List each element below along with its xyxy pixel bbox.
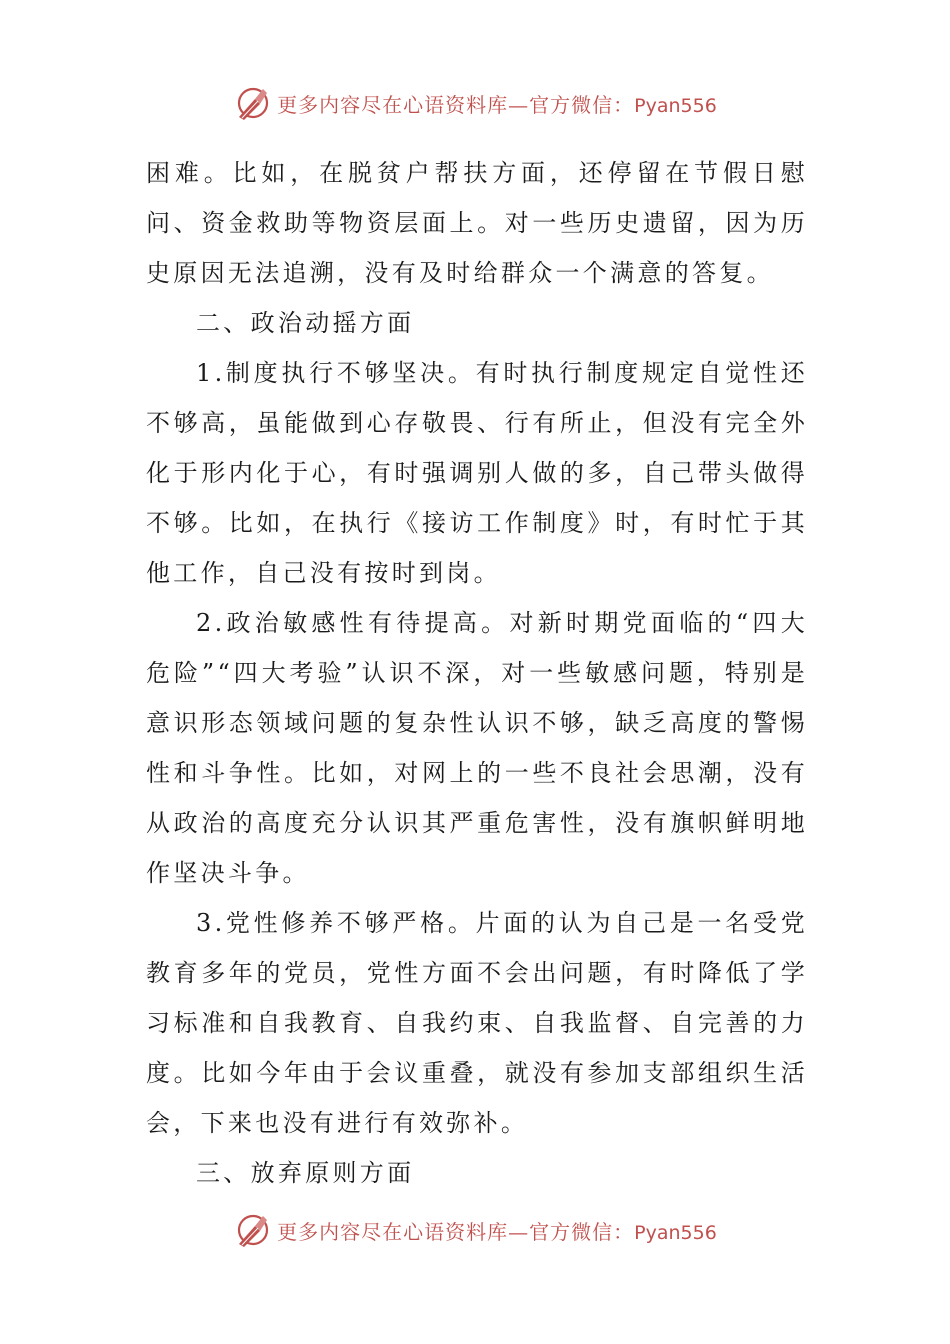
document-body	[146, 148, 808, 1198]
paragraph-item-2: 2.政治敏感性有待提高。对新时期党面临的“四大危险”“四大考验”认识不深，对一些敏感问题，特别是意识形态领域问题的复杂性认识不够，缺乏高度的警惕性和斗争性。比如，对网上的一些不良社会思潮，没有从政治的高度充分认识其严重危害性，没有旗帜鲜明地作坚决斗争。	[146, 609, 808, 887]
pen-nib-logo-icon	[233, 1210, 273, 1250]
header-wechat-label: 官方微信：	[529, 92, 635, 117]
header-wechat-account: Pyan556	[634, 94, 717, 117]
header-banner-text	[277, 89, 717, 118]
header-dash: —	[508, 92, 530, 117]
footer-brand: 更多内容尽在心语资料库	[277, 1219, 509, 1244]
paragraph-item-1: 1.制度执行不够坚决。有时执行制度规定自觉性还不够高，虽能做到心存敬畏、行有所止，但没有完全外化于形内化于心，有时强调别人做的多，自己带头做得不够。比如，在执行《接访工作制度》时，有时忙于其他工作，自己没有按时到岗。	[146, 359, 808, 587]
section-heading-political: 二、政治动摇方面	[196, 309, 415, 337]
header-brand: 更多内容尽在心语资料库	[277, 92, 509, 117]
section-heading-principle: 三、放弃原则方面	[196, 1159, 415, 1187]
footer-watermark-banner	[0, 1208, 950, 1252]
paragraph-continuation: 困难。比如，在脱贫户帮扶方面，还停留在节假日慰问、资金救助等物资层面上。对一些历史遗留，因为历史原因无法追溯，没有及时给群众一个满意的答复。	[146, 159, 808, 287]
footer-dash: —	[508, 1219, 530, 1244]
paragraph-item-3: 3.党性修养不够严格。片面的认为自己是一名受党教育多年的党员，党性方面不会出问题，有时降低了学习标准和自我教育、自我约束、自我监督、自完善的力度。比如今年由于会议重叠，就没有参加支部组织生活会，下来也没有进行有效弥补。	[146, 909, 808, 1137]
header-watermark-banner	[0, 81, 950, 125]
pen-nib-logo-icon	[233, 83, 273, 123]
footer-wechat-label: 官方微信：	[529, 1219, 635, 1244]
footer-banner-text	[277, 1216, 717, 1245]
footer-wechat-account: Pyan556	[634, 1221, 717, 1244]
